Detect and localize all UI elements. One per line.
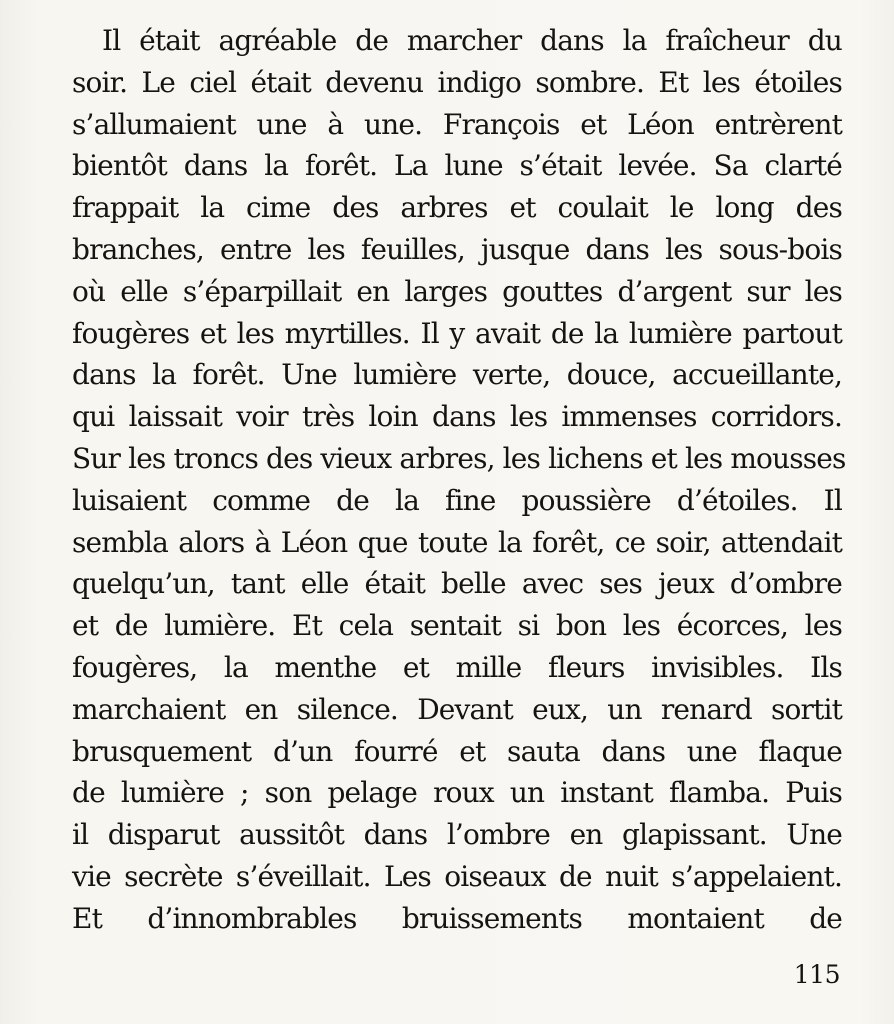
text-line: il disparut aussitôt dans l’ombre en glapissant. Une [72,818,842,852]
page-number: 115 [793,960,840,989]
text-line: qui laissait voir très loin dans les immenses corridors. [72,400,842,434]
text-line: quelqu’un, tant elle était belle avec ses jeux d’ombre [72,567,842,601]
body-paragraph [72,20,846,940]
text-line: bientôt dans la forêt. La lune s’était levée. Sa clarté [72,149,842,183]
text-line: soir. Le ciel était devenu indigo sombre. Et les étoiles [72,65,842,99]
text-line: Il était agréable de marcher dans la fraîcheur du [102,24,842,57]
text-line: fougères et les myrtilles. Il y avait de la lumière partout [72,316,842,350]
text-line: de lumière ; son pelage roux un instant flamba. Puis [72,776,842,810]
text-line: vie secrète s’éveillait. Les oiseaux de nuit s’appelaient. [72,859,842,893]
text-line: Sur les troncs des vieux arbres, les lichens et les mousses [72,441,846,475]
text-line: fougères, la menthe et mille fleurs invisibles. Ils [72,650,842,684]
text-line: luisaient comme de la fine poussière d’étoiles. Il [72,483,842,517]
text-line: où elle s’éparpillait en larges gouttes d’argent sur les [72,274,842,308]
text-line: dans la forêt. Une lumière verte, douce, accueillante, [72,358,842,392]
text-line: frappait la cime des arbres et coulait le long des [72,191,842,225]
text-line: brusquement d’un fourré et sauta dans une flaque [72,734,842,768]
text-line: sembla alors à Léon que toute la forêt, ce soir, attendait [72,525,842,559]
text-line: branches, entre les feuilles, jusque dans les sous-bois [72,232,842,266]
text-line: marchaient en silence. Devant eux, un renard sortit [72,692,842,726]
text-line: Et d’innombrables bruissements montaient de [72,901,842,935]
text-line: et de lumière. Et cela sentait si bon les écorces, les [72,609,842,643]
text-line: s’allumaient une à une. François et Léon entrèrent [72,107,842,141]
